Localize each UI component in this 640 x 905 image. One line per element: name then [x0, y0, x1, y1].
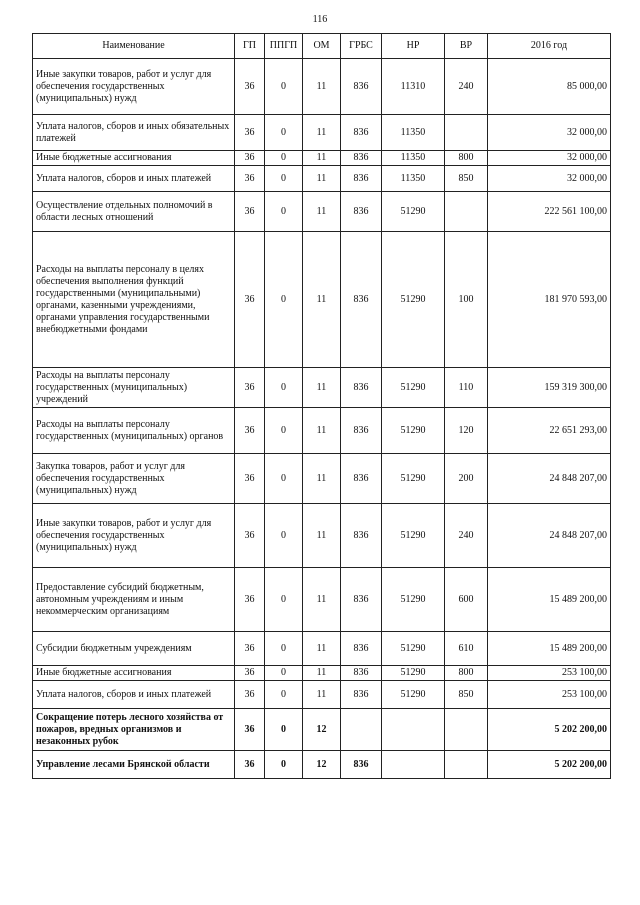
col-header-year: 2016 год	[488, 34, 611, 59]
cell-name: Расходы на выплаты персоналу государственных (муниципальных) учреждений	[33, 368, 235, 408]
budget-table	[32, 33, 611, 779]
cell-vr: 850	[445, 166, 488, 192]
table-row	[33, 408, 611, 454]
cell-vr: 240	[445, 504, 488, 568]
cell-grbs: 836	[341, 504, 382, 568]
cell-gp: 36	[235, 166, 265, 192]
cell-gp: 36	[235, 751, 265, 779]
cell-vr	[445, 709, 488, 751]
cell-vr: 610	[445, 632, 488, 666]
cell-grbs: 836	[341, 59, 382, 115]
cell-name: Осуществление отдельных полномочий в области лесных отношений	[33, 192, 235, 232]
table-row	[33, 59, 611, 115]
cell-grbs: 836	[341, 166, 382, 192]
cell-nr: 51290	[382, 232, 445, 368]
cell-om: 11	[303, 681, 341, 709]
table-row	[33, 568, 611, 632]
cell-amount: 15 489 200,00	[488, 632, 611, 666]
cell-ppgp: 0	[265, 681, 303, 709]
cell-gp: 36	[235, 408, 265, 454]
table-row	[33, 666, 611, 681]
col-header-vr: ВР	[445, 34, 488, 59]
cell-ppgp: 0	[265, 368, 303, 408]
cell-name: Иные закупки товаров, работ и услуг для обеспечения государственных (муниципальных) нужд	[33, 59, 235, 115]
cell-amount: 24 848 207,00	[488, 504, 611, 568]
cell-nr	[382, 751, 445, 779]
cell-ppgp: 0	[265, 232, 303, 368]
cell-ppgp: 0	[265, 632, 303, 666]
table-row	[33, 166, 611, 192]
header-row	[33, 34, 611, 59]
cell-ppgp: 0	[265, 408, 303, 454]
cell-grbs: 836	[341, 681, 382, 709]
table-row	[33, 192, 611, 232]
cell-vr: 600	[445, 568, 488, 632]
cell-gp: 36	[235, 151, 265, 166]
cell-om: 11	[303, 232, 341, 368]
cell-vr: 850	[445, 681, 488, 709]
table-row	[33, 632, 611, 666]
cell-name: Уплата налогов, сборов и иных платежей	[33, 681, 235, 709]
cell-om: 11	[303, 504, 341, 568]
cell-amount: 24 848 207,00	[488, 454, 611, 504]
cell-grbs: 836	[341, 368, 382, 408]
cell-ppgp: 0	[265, 166, 303, 192]
cell-vr: 100	[445, 232, 488, 368]
cell-amount: 32 000,00	[488, 151, 611, 166]
cell-nr: 51290	[382, 408, 445, 454]
cell-om: 11	[303, 568, 341, 632]
cell-ppgp: 0	[265, 568, 303, 632]
cell-om: 11	[303, 59, 341, 115]
col-header-gp: ГП	[235, 34, 265, 59]
table-row	[33, 751, 611, 779]
cell-nr: 51290	[382, 666, 445, 681]
col-header-grbs: ГРБС	[341, 34, 382, 59]
cell-name: Расходы на выплаты персоналу в целях обеспечения выполнения функций государственными (муниципальными) органами, казенными учреждениями, органами управления государственными внебюджетными фондами	[33, 232, 235, 368]
cell-vr: 120	[445, 408, 488, 454]
cell-om: 12	[303, 709, 341, 751]
cell-name: Иные бюджетные ассигнования	[33, 666, 235, 681]
cell-name: Уплата налогов, сборов и иных обязательных платежей	[33, 115, 235, 151]
cell-gp: 36	[235, 709, 265, 751]
cell-ppgp: 0	[265, 115, 303, 151]
cell-om: 11	[303, 166, 341, 192]
page-number: 116	[312, 14, 328, 25]
cell-vr	[445, 751, 488, 779]
cell-vr: 110	[445, 368, 488, 408]
cell-om: 11	[303, 115, 341, 151]
cell-nr: 11350	[382, 115, 445, 151]
col-header-nr: НР	[382, 34, 445, 59]
cell-nr: 51290	[382, 632, 445, 666]
cell-amount: 5 202 200,00	[488, 751, 611, 779]
cell-vr	[445, 115, 488, 151]
cell-nr: 51290	[382, 568, 445, 632]
cell-gp: 36	[235, 632, 265, 666]
cell-amount: 32 000,00	[488, 166, 611, 192]
table-row	[33, 709, 611, 751]
cell-om: 11	[303, 632, 341, 666]
cell-gp: 36	[235, 454, 265, 504]
cell-grbs: 836	[341, 151, 382, 166]
cell-amount: 253 100,00	[488, 681, 611, 709]
table-row	[33, 504, 611, 568]
cell-nr: 51290	[382, 192, 445, 232]
cell-om: 11	[303, 454, 341, 504]
cell-grbs: 836	[341, 632, 382, 666]
cell-ppgp: 0	[265, 504, 303, 568]
cell-nr: 51290	[382, 681, 445, 709]
cell-amount: 222 561 100,00	[488, 192, 611, 232]
cell-name: Субсидии бюджетным учреждениям	[33, 632, 235, 666]
cell-ppgp: 0	[265, 59, 303, 115]
cell-vr	[445, 192, 488, 232]
cell-gp: 36	[235, 681, 265, 709]
cell-gp: 36	[235, 232, 265, 368]
cell-ppgp: 0	[265, 709, 303, 751]
cell-ppgp: 0	[265, 751, 303, 779]
cell-name: Иные закупки товаров, работ и услуг для обеспечения государственных (муниципальных) нужд	[33, 504, 235, 568]
cell-name: Расходы на выплаты персоналу государственных (муниципальных) органов	[33, 408, 235, 454]
cell-name: Иные бюджетные ассигнования	[33, 151, 235, 166]
cell-vr: 200	[445, 454, 488, 504]
cell-ppgp: 0	[265, 192, 303, 232]
cell-amount: 22 651 293,00	[488, 408, 611, 454]
cell-ppgp: 0	[265, 454, 303, 504]
cell-nr: 51290	[382, 368, 445, 408]
cell-amount: 253 100,00	[488, 666, 611, 681]
cell-name: Закупка товаров, работ и услуг для обеспечения государственных (муниципальных) нужд	[33, 454, 235, 504]
cell-vr: 800	[445, 151, 488, 166]
cell-grbs	[341, 709, 382, 751]
cell-vr: 800	[445, 666, 488, 681]
cell-nr: 51290	[382, 454, 445, 504]
cell-grbs: 836	[341, 232, 382, 368]
table-row	[33, 368, 611, 408]
cell-amount: 5 202 200,00	[488, 709, 611, 751]
cell-ppgp: 0	[265, 151, 303, 166]
cell-vr: 240	[445, 59, 488, 115]
cell-om: 11	[303, 368, 341, 408]
cell-nr: 51290	[382, 504, 445, 568]
cell-gp: 36	[235, 59, 265, 115]
cell-name: Управление лесами Брянской области	[33, 751, 235, 779]
cell-nr	[382, 709, 445, 751]
col-header-om: ОМ	[303, 34, 341, 59]
cell-om: 11	[303, 666, 341, 681]
cell-amount: 85 000,00	[488, 59, 611, 115]
cell-gp: 36	[235, 504, 265, 568]
cell-grbs: 836	[341, 115, 382, 151]
table-row	[33, 454, 611, 504]
cell-name: Уплата налогов, сборов и иных платежей	[33, 166, 235, 192]
col-header-name: Наименование	[33, 34, 235, 59]
cell-name: Предоставление субсидий бюджетным, автономным учреждениям и иным некоммерческим организациям	[33, 568, 235, 632]
cell-grbs: 836	[341, 192, 382, 232]
cell-grbs: 836	[341, 408, 382, 454]
cell-om: 11	[303, 192, 341, 232]
cell-nr: 11350	[382, 151, 445, 166]
table-row	[33, 115, 611, 151]
cell-grbs: 836	[341, 666, 382, 681]
cell-gp: 36	[235, 666, 265, 681]
table-row	[33, 232, 611, 368]
cell-grbs: 836	[341, 454, 382, 504]
cell-gp: 36	[235, 115, 265, 151]
col-header-ppgp: ППГП	[265, 34, 303, 59]
table-row	[33, 151, 611, 166]
cell-amount: 159 319 300,00	[488, 368, 611, 408]
cell-amount: 15 489 200,00	[488, 568, 611, 632]
cell-gp: 36	[235, 568, 265, 632]
cell-amount: 181 970 593,00	[488, 232, 611, 368]
cell-om: 12	[303, 751, 341, 779]
cell-nr: 11310	[382, 59, 445, 115]
cell-om: 11	[303, 408, 341, 454]
cell-om: 11	[303, 151, 341, 166]
cell-nr: 11350	[382, 166, 445, 192]
cell-grbs: 836	[341, 568, 382, 632]
cell-amount: 32 000,00	[488, 115, 611, 151]
cell-gp: 36	[235, 192, 265, 232]
cell-grbs: 836	[341, 751, 382, 779]
table-row	[33, 681, 611, 709]
cell-name: Сокращение потерь лесного хозяйства от пожаров, вредных организмов и незаконных рубок	[33, 709, 235, 751]
cell-ppgp: 0	[265, 666, 303, 681]
cell-gp: 36	[235, 368, 265, 408]
